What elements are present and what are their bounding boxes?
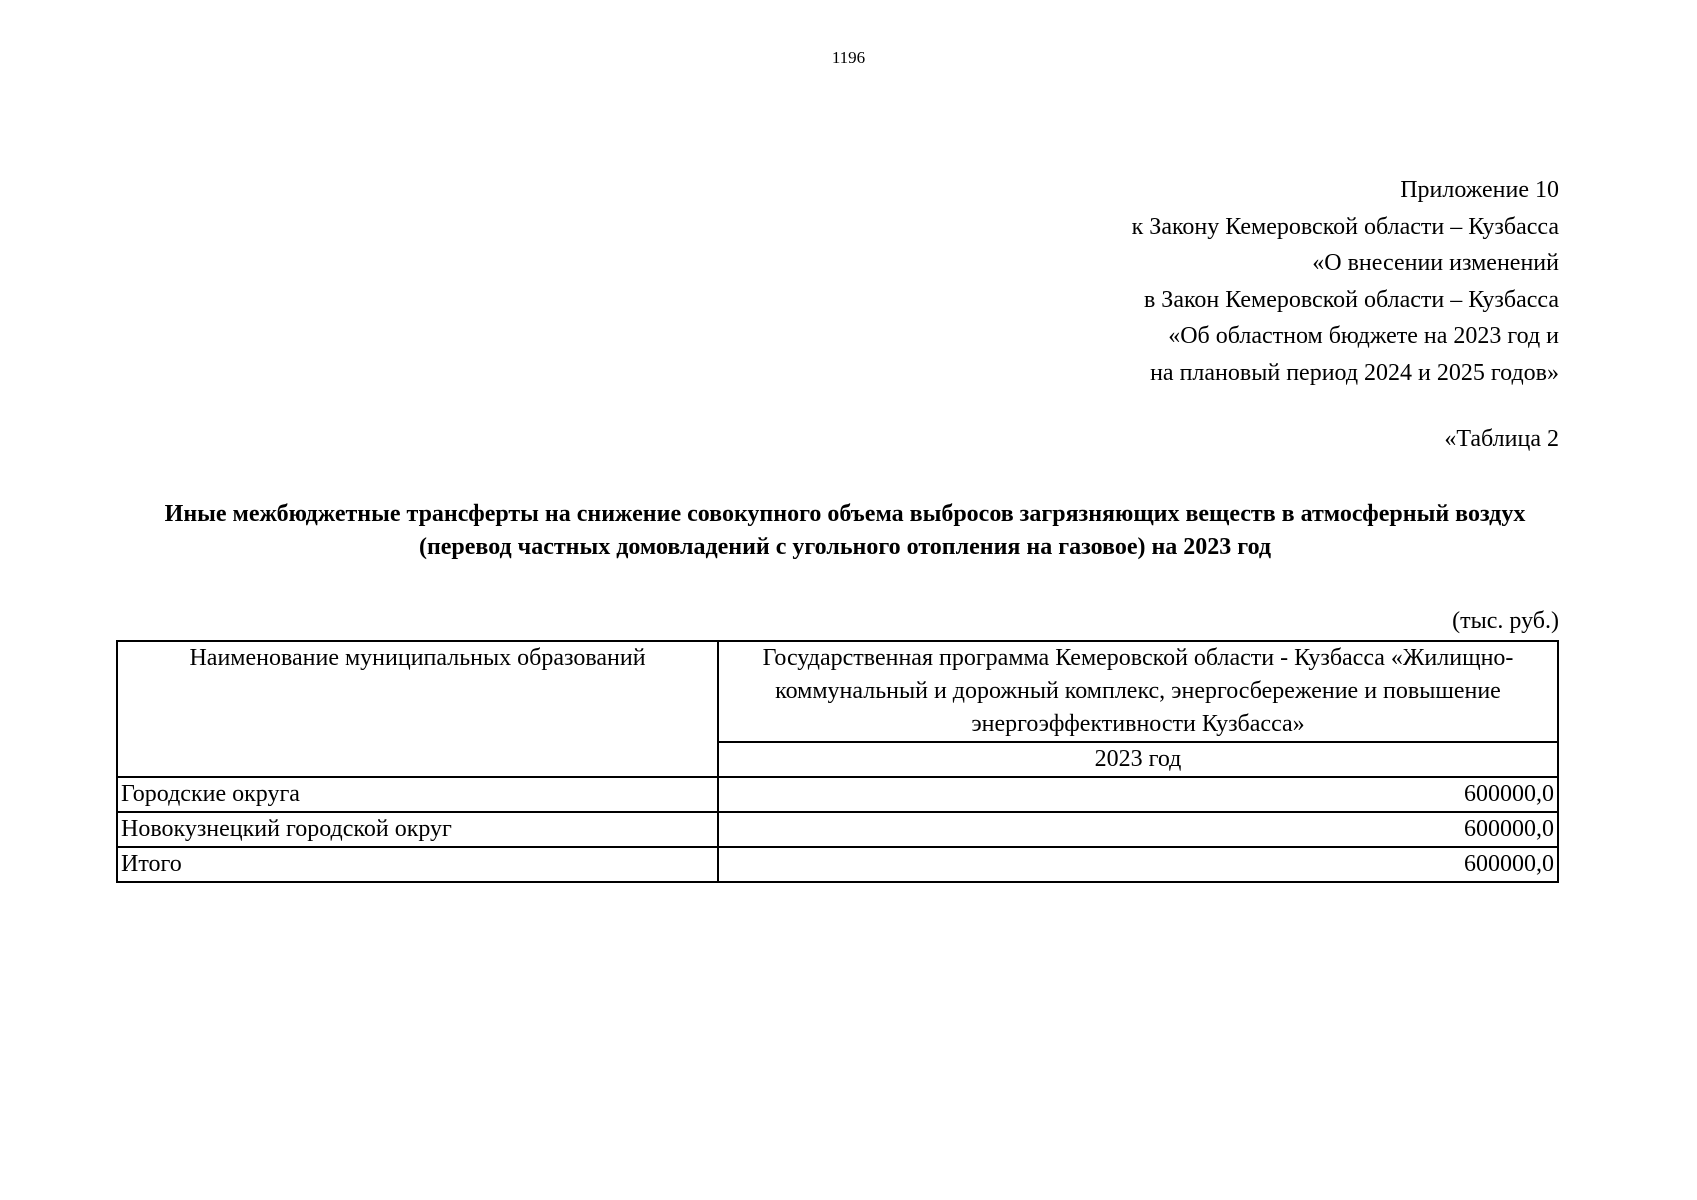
table-header-row (117, 641, 1558, 742)
appendix-line: в Закон Кемеровской области – Кузбасса (1143, 286, 1559, 313)
row-name: Новокузнецкий городской округ (117, 812, 718, 847)
appendix-line: к Закону Кемеровской области – Кузбасса (1131, 213, 1559, 240)
table-row (117, 812, 1558, 847)
appendix-line: «О внесении изменений (1312, 250, 1559, 276)
row-value: 600000,0 (718, 812, 1558, 847)
page-number: 1196 (831, 48, 866, 67)
header-year: 2023 год (718, 742, 1558, 777)
appendix-line: «Об областном бюджете на 2023 год и (1168, 323, 1559, 349)
units-label: (тыс. руб.) (1452, 608, 1559, 634)
transfers-table (116, 640, 1559, 883)
document-title: Иные межбюджетные трансферты на снижение совокупного объема выбросов загрязняющих веществ в атмосферный воздух (перевод частных домовладений с угольного отопления на газовое) на 2023 год (164, 501, 1526, 560)
table-label: «Таблица 2 (1444, 426, 1559, 452)
appendix-line: Приложение 10 (1400, 177, 1559, 203)
header-municipality-name: Наименование муниципальных образований (117, 641, 718, 777)
appendix-line: на плановый период 2024 и 2025 годов» (1150, 359, 1559, 386)
appendix-reference (799, 172, 1559, 391)
header-program: Государственная программа Кемеровской области - Кузбасса «Жилищно-коммунальный и дорожный комплекс, энергосбережение и повышение энергоэффективности Кузбасса» (718, 641, 1558, 742)
row-value: 600000,0 (718, 847, 1558, 882)
row-name: Итого (117, 847, 718, 882)
table-row (117, 777, 1558, 812)
row-value: 600000,0 (718, 777, 1558, 812)
table-row-total (117, 847, 1558, 882)
row-name: Городские округа (117, 777, 718, 812)
